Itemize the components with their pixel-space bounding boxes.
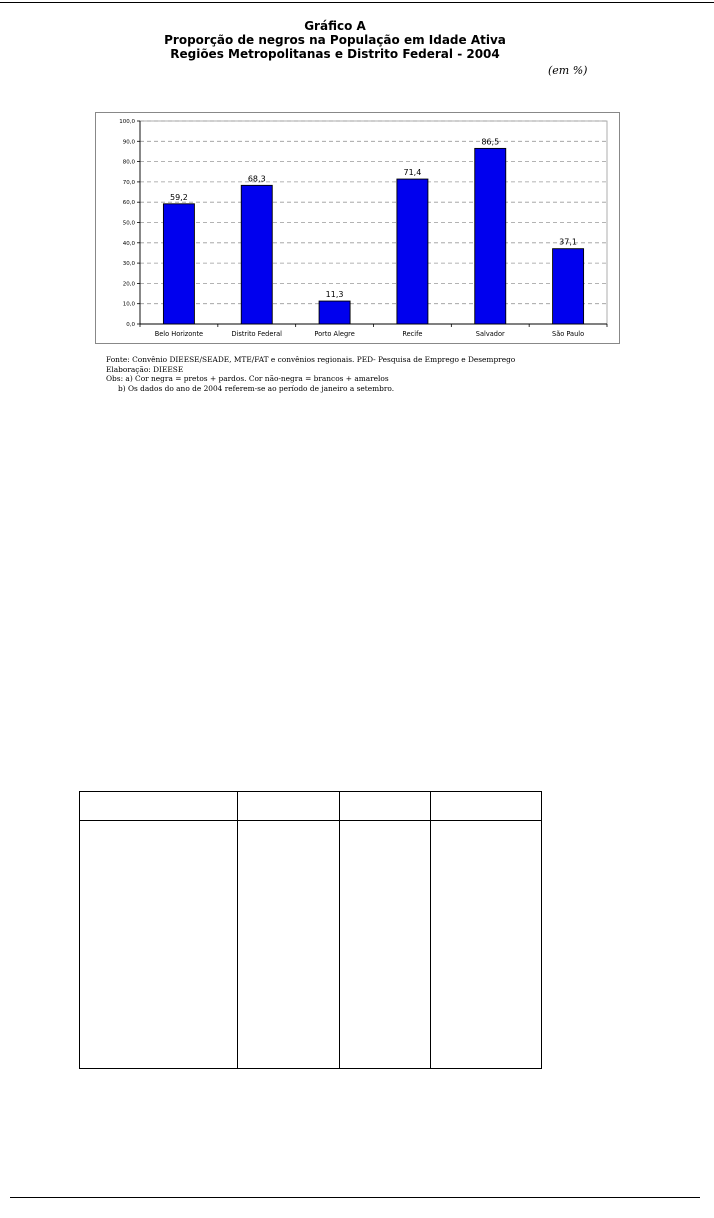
bar <box>241 185 272 324</box>
bar-chart <box>95 112 620 344</box>
observation-b-note: b) Os dados do ano de 2004 referem-se ao período de janeiro a setembro. <box>118 383 395 393</box>
y-tick-label: 70,0 <box>122 179 135 186</box>
chart-title-line-1: Gráfico A <box>304 19 366 33</box>
unit-label: (em %) <box>548 64 588 77</box>
top-rule <box>0 2 714 3</box>
x-tick-label: Belo Horizonte <box>154 330 204 338</box>
x-tick-label: Distrito Federal <box>231 330 283 338</box>
empty-table <box>79 791 542 1069</box>
y-tick-label: 20,0 <box>122 281 135 288</box>
table-column-divider <box>339 792 340 1068</box>
data-label: 71,4 <box>403 168 422 178</box>
x-tick-label: Salvador <box>475 330 505 338</box>
y-tick-label: 80,0 <box>122 159 135 166</box>
data-label: 68,3 <box>247 174 266 184</box>
y-tick-label: 90,0 <box>122 139 135 146</box>
bar <box>163 204 194 324</box>
chart-title-line-3: Regiões Metropolitanas e Distrito Federal - 2004 <box>170 47 500 61</box>
data-label: 37,1 <box>559 237 577 247</box>
table-column-divider <box>430 792 431 1068</box>
y-tick-label: 100,0 <box>119 119 135 125</box>
x-tick-label: São Paulo <box>552 330 585 338</box>
y-tick-label: 30,0 <box>122 261 135 268</box>
elaboration-note: Elaboração: DIEESE <box>106 364 184 374</box>
observation-a-note: Obs: a) Cor negra = pretos + pardos. Cor não-negra = brancos + amarelos <box>106 374 389 384</box>
y-tick-label: 10,0 <box>122 301 135 308</box>
bottom-rule <box>10 1197 700 1198</box>
bar <box>475 148 506 324</box>
data-label: 86,5 <box>481 137 500 147</box>
y-tick-label: 50,0 <box>122 220 135 227</box>
data-label: 11,3 <box>325 290 344 300</box>
chart-notes <box>106 355 626 393</box>
data-label: 59,2 <box>170 192 188 202</box>
x-tick-label: Recife <box>402 330 423 338</box>
x-tick-label: Porto Alegre <box>314 330 355 338</box>
bar <box>319 301 350 324</box>
table-column-divider <box>237 792 238 1068</box>
y-tick-label: 40,0 <box>122 240 135 247</box>
source-note: Fonte: Convênio DIEESE/SEADE, MTE/FAT e convênios regionais. PED- Pesquisa de Emprego e Desemprego <box>106 355 516 364</box>
bar <box>553 249 584 324</box>
table-header-divider <box>80 820 541 821</box>
y-tick-label: 0,0 <box>126 322 135 328</box>
chart-title-line-2: Proporção de negros na População em Idade Ativa <box>164 33 506 47</box>
y-tick-label: 60,0 <box>122 200 135 207</box>
bar <box>397 179 428 324</box>
